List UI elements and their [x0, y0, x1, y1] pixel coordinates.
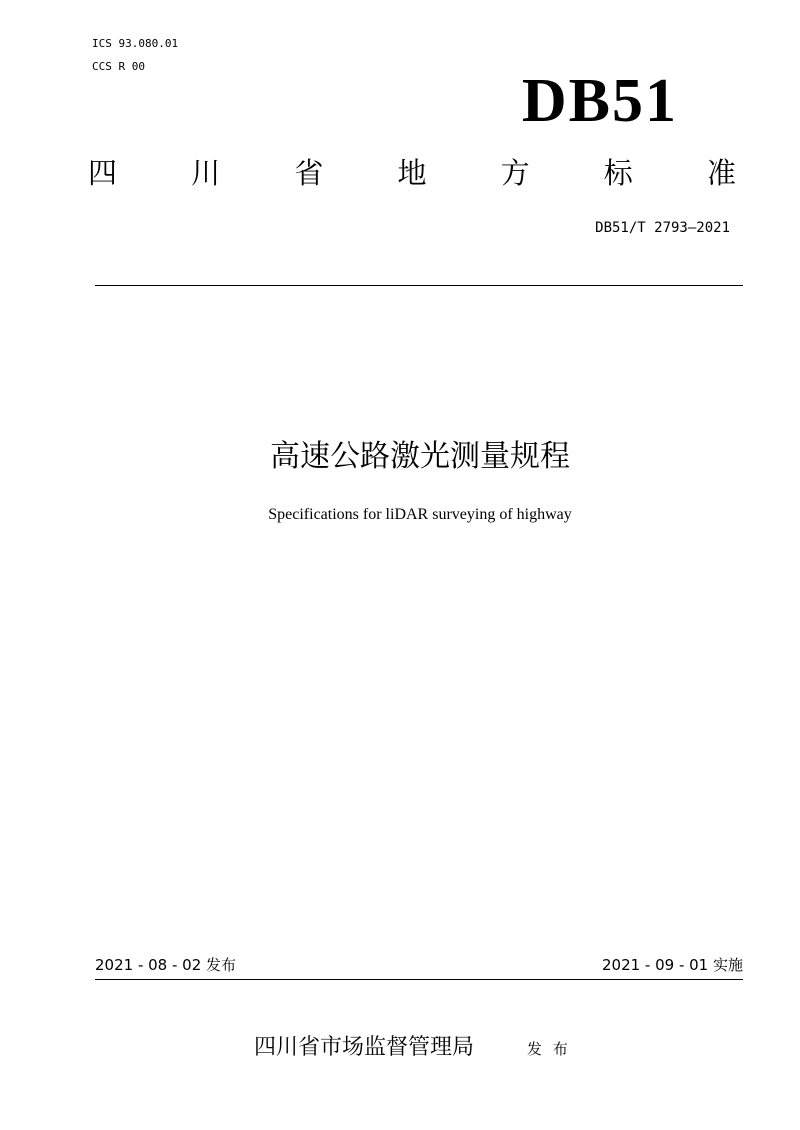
implementation-date: 2021 - 09 - 01 实施: [601, 956, 743, 974]
publish-label: 发 布: [527, 1040, 568, 1058]
db-code-mark: DB51: [521, 67, 678, 135]
standard-type-heading: [88, 153, 736, 193]
standard-type-char: 方: [500, 156, 530, 190]
issuing-authority: 四川省市场监督管理局: [254, 1035, 475, 1060]
issue-date: 2021 - 08 - 02 发布: [95, 956, 237, 974]
footer-divider: [95, 979, 743, 980]
ics-code: ICS 93.080.01: [92, 37, 179, 50]
standard-type-char: 省: [294, 156, 324, 190]
standard-type-char: 标: [603, 156, 633, 190]
document-title-english: Specifications for liDAR surveying of highway: [268, 506, 572, 523]
ccs-code: CCS R 00: [92, 60, 145, 73]
standard-type-char: 川: [191, 156, 221, 190]
standard-type-char: 四: [88, 156, 118, 190]
standard-number: DB51/T 2793—2021: [595, 220, 730, 236]
document-title-chinese: 高速公路激光测量规程: [270, 439, 570, 474]
standard-type-char: 准: [706, 156, 736, 190]
standard-type-char: 地: [397, 156, 427, 190]
header-divider: [95, 285, 743, 286]
